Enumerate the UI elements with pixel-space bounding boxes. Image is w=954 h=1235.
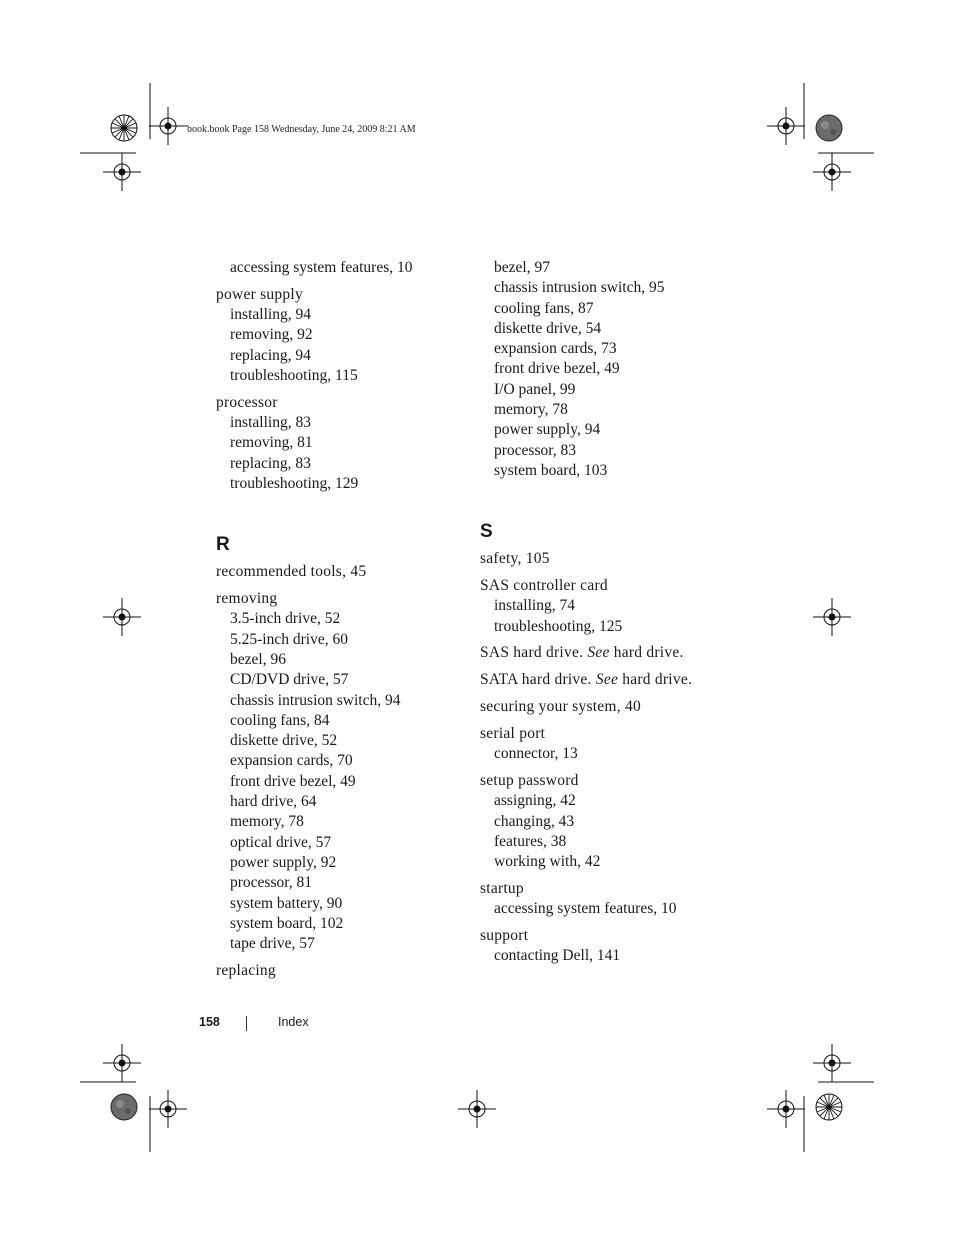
index-subentry: accessing system features, 10 [230, 259, 413, 276]
index-term: securing your system, 40 [480, 698, 641, 716]
index-term: recommended tools, 45 [216, 563, 367, 581]
index-term: removing [216, 590, 278, 608]
index-subentry: removing, 81 [230, 434, 313, 452]
index-see-target: hard drive. [613, 644, 684, 662]
page-slug: book.book Page 158 Wednesday, June 24, 2009 8:21 AM [187, 124, 416, 135]
index-term: safety, 105 [480, 550, 550, 568]
index-subentry: installing, 94 [230, 306, 311, 324]
index-subentry: diskette drive, 52 [230, 732, 338, 750]
index-subentry: system board, 102 [230, 914, 344, 932]
index-subentry: accessing system features, 10 [494, 900, 677, 918]
index-subentry: contacting Dell, 141 [494, 947, 621, 965]
page-number: 158 [199, 1015, 220, 1029]
index-term: support [480, 927, 529, 945]
index-see-target: hard drive. [622, 671, 693, 689]
index-subentry: bezel, 96 [230, 650, 286, 668]
index-subentry: troubleshooting, 115 [230, 366, 358, 384]
index-subentry: assigning, 42 [494, 792, 576, 810]
index-subentry: system battery, 90 [230, 894, 343, 912]
index-subentry: power supply, 92 [230, 853, 337, 871]
footer-section-title: Index [278, 1015, 309, 1029]
index-see-label: See [595, 671, 619, 689]
index-subentry: front drive bezel, 49 [494, 360, 620, 378]
index-subentry: 3.5-inch drive, 52 [230, 610, 341, 628]
index-subentry: installing, 83 [230, 414, 311, 432]
index-subentry: chassis intrusion switch, 95 [494, 279, 665, 297]
index-subentry: processor, 83 [494, 441, 577, 459]
index-subentry: connector, 13 [494, 745, 578, 763]
index-subentry: troubleshooting, 129 [230, 474, 359, 492]
index-subentry: power supply, 94 [494, 421, 601, 439]
index-subentry: installing, 74 [494, 597, 575, 615]
index-subentry: tape drive, 57 [230, 935, 315, 953]
index-subentry: front drive bezel, 49 [230, 772, 356, 790]
index-term: serial port [480, 724, 546, 742]
index-subentry: memory, 78 [494, 401, 568, 419]
index-subentry: memory, 78 [230, 813, 304, 831]
index-section-letter: R [216, 534, 230, 556]
index-subentry: chassis intrusion switch, 94 [230, 691, 401, 709]
index-subentry: optical drive, 57 [230, 833, 332, 851]
index-term: power supply [216, 285, 303, 303]
index-subentry: replacing, 83 [230, 454, 311, 472]
index-subentry: diskette drive, 54 [494, 319, 602, 337]
index-term: replacing [216, 961, 276, 979]
index-term: setup password [480, 771, 579, 789]
index-subentry: I/O panel, 99 [494, 380, 576, 398]
index-subentry: expansion cards, 70 [230, 752, 353, 770]
index-subentry: processor, 81 [230, 874, 313, 892]
index-subentry: 5.25-inch drive, 60 [230, 630, 348, 648]
index-term: startup [480, 879, 524, 897]
index-term: SAS controller card [480, 577, 608, 595]
index-subentry: expansion cards, 73 [494, 340, 617, 358]
index-subentry: bezel, 97 [494, 259, 550, 276]
index-subentry: cooling fans, 84 [230, 711, 330, 729]
index-subentry: CD/DVD drive, 57 [230, 671, 349, 689]
index-term-text: SATA hard drive. [480, 671, 592, 689]
index-see-label: See [587, 644, 610, 662]
index-subentry: troubleshooting, 125 [494, 617, 623, 635]
index-subentry: system board, 103 [494, 461, 608, 479]
index-subentry: changing, 43 [494, 812, 575, 830]
index-term-text: SAS hard drive. [480, 644, 584, 662]
index-subentry: features, 38 [494, 832, 567, 850]
index-subentry: working with, 42 [494, 853, 601, 871]
index-subentry: hard drive, 64 [230, 793, 317, 811]
index-subentry: replacing, 94 [230, 346, 311, 364]
index-subentry: cooling fans, 87 [494, 299, 594, 317]
index-subentry: removing, 92 [230, 326, 313, 344]
index-section-letter: S [480, 521, 493, 543]
index-term: processor [216, 393, 278, 411]
